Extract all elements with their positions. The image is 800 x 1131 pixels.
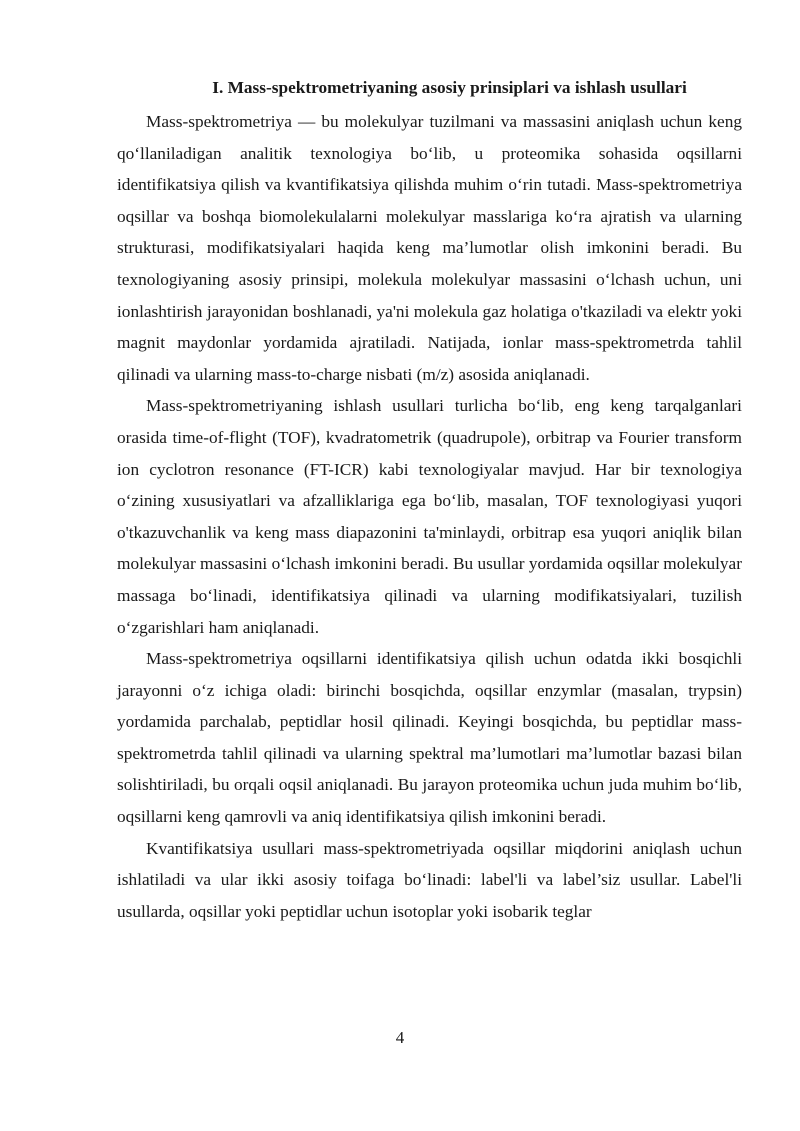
document-page (117, 64, 742, 927)
section-heading: I. Mass-spektrometriyaning asosiy prinsiplari va ishlash usullari (212, 78, 687, 97)
paragraph-1: Mass-spektrometriya — bu molekulyar tuzilmani va massasini aniqlash uchun keng qo‘llaniladigan analitik texnologiya bo‘lib, u proteomika sohasida oqsillarni identifikatsiya qilish va kvantifikatsiya qilishda muhim o‘rin tutadi. Mass-spektrometriya oqsillar va boshqa biomolekulalarni molekulyar masslariga ko‘ra ajratish va ularning strukturasi, modifikatsiyalari haqida keng ma’lumotlar olish imkonini beradi. Bu texnologiyaning asosiy prinsipi, molekula molekulyar massasini o‘lchash uchun, uni ionlashtirish jarayonidan boshlanadi, ya'ni molekula gaz holatiga o'tkaziladi va elektr yoki magnit maydonlar yordamida ajratiladi. Natijada, ionlar mass-spektrometrda tahlil qilinadi va ularning mass-to-charge nisbati (m/z) asosida aniqlanadi. (117, 112, 742, 384)
page-number: 4 (395, 1028, 405, 1047)
paragraph-2: Mass-spektrometriyaning ishlash usullari turlicha bo‘lib, eng keng tarqalganlari orasida time-of-flight (TOF), kvadratometrik (quadrupole), orbitrap va Fourier transform ion cyclotron resonance (FT-ICR) kabi texnologiyalar mavjud. Har bir texnologiya o‘zining xususiyatlari va afzalliklariga ega bo‘lib, masalan, TOF texnologiyasi yuqori o'tkazuvchanlik va keng mass diapazonini ta'minlaydi, orbitrap esa yuqori aniqlik bilan molekulyar massasini o‘lchash imkonini beradi. Bu usullar yordamida oqsillar molekulyar massaga bo‘linadi, identifikatsiya qilinadi va ularning modifikatsiyalari, tuzilish o‘zgarishlari ham aniqlanadi. (117, 396, 742, 637)
paragraph-3: Mass-spektrometriya oqsillarni identifikatsiya qilish uchun odatda ikki bosqichli jarayonni o‘z ichiga oladi: birinchi bosqichda, oqsillar enzymlar (masalan, trypsin) yordamida parchalab, peptidlar hosil qilinadi. Keyingi bosqichda, bu peptidlar mass-spektrometrda tahlil qilinadi va ularning spektral ma’lumotlari ma’lumotlar bazasi bilan solishtiriladi, bu orqali oqsil aniqlanadi. Bu jarayon proteomika uchun juda muhim bo‘lib, oqsillarni keng qamrovli va aniq identifikatsiya qilish imkonini beradi. (117, 649, 742, 827)
paragraph-4: Kvantifikatsiya usullari mass-spektrometriyada oqsillar miqdorini aniqlash uchun ishlatiladi va ular ikki asosiy toifaga bo‘linadi: label'li va label’siz usullar. Label'li usullarda, oqsillar yoki peptidlar uchun isotoplar yoki isobarik teglar (117, 838, 742, 921)
